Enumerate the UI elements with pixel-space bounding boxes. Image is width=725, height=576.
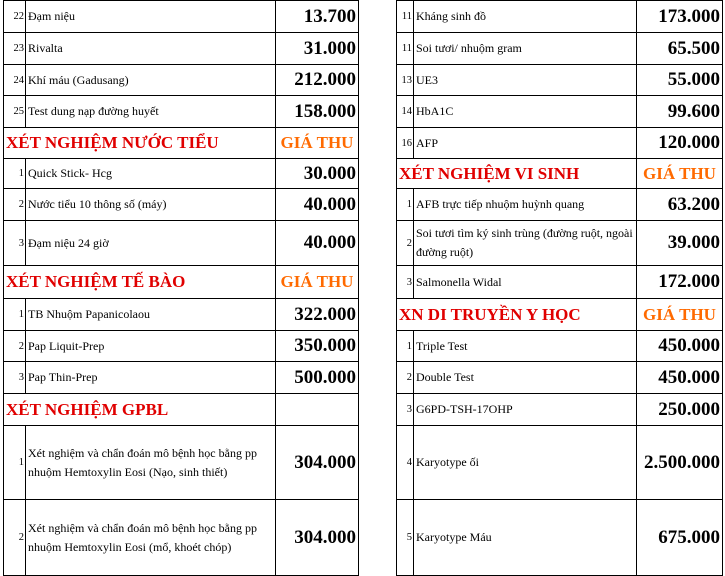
row-number: 11: [397, 33, 414, 65]
table-row: [397, 1, 723, 33]
section-title: XN DI TRUYỀN Y HỌC: [397, 299, 637, 331]
test-price: 158.000: [276, 96, 359, 128]
row-number: 5: [397, 500, 414, 576]
test-name: Đạm niệu 24 giờ: [26, 221, 276, 266]
test-price: 63.200: [637, 189, 723, 221]
section-header-urine: [4, 128, 359, 159]
row-number: 13: [397, 65, 414, 96]
test-price: 173.000: [637, 1, 723, 33]
section-title: XÉT NGHIỆM GPBL: [4, 394, 276, 426]
row-number: 1: [397, 189, 414, 221]
row-number: 11: [397, 1, 414, 33]
test-name: Soi tươi tìm ký sinh trùng (đường ruột, ngoài đường ruột): [414, 221, 637, 266]
test-name: UE3: [414, 65, 637, 96]
row-number: 1: [397, 331, 414, 362]
table-row: [4, 331, 359, 362]
price-column-header: GIÁ THU: [637, 299, 723, 331]
empty-cell: [276, 394, 359, 426]
table-row: [4, 189, 359, 221]
section-header-microbiology: [397, 159, 723, 189]
row-number: 24: [4, 65, 26, 96]
table-row: [397, 394, 723, 426]
test-name: Rivalta: [26, 33, 276, 65]
right-price-table: [396, 0, 723, 576]
test-price: 13.700: [276, 1, 359, 33]
table-row: [397, 33, 723, 65]
table-row: [397, 221, 723, 266]
table-row: [397, 331, 723, 362]
table-row: [4, 426, 359, 500]
section-title: XÉT NGHIỆM TẾ BÀO: [4, 266, 276, 299]
test-price: 322.000: [276, 299, 359, 331]
test-price: 212.000: [276, 65, 359, 96]
test-price: 40.000: [276, 221, 359, 266]
test-price: 675.000: [637, 500, 723, 576]
test-name: Triple Test: [414, 331, 637, 362]
left-price-table: [3, 0, 359, 576]
table-row: [397, 189, 723, 221]
section-title: XÉT NGHIỆM NƯỚC TIỂU: [4, 128, 276, 159]
test-price: 350.000: [276, 331, 359, 362]
row-number: 23: [4, 33, 26, 65]
row-number: 4: [397, 426, 414, 500]
row-number: 3: [4, 221, 26, 266]
test-name: Khí máu (Gadusang): [26, 65, 276, 96]
test-price: 2.500.000: [637, 426, 723, 500]
table-row: [397, 362, 723, 394]
table-row: [4, 500, 359, 576]
test-name: Pap Thin-Prep: [26, 362, 276, 394]
row-number: 3: [397, 266, 414, 299]
row-number: 1: [4, 159, 26, 189]
test-price: 30.000: [276, 159, 359, 189]
row-number: 25: [4, 96, 26, 128]
test-price: 39.000: [637, 221, 723, 266]
test-name: TB Nhuộm Papanicolaou: [26, 299, 276, 331]
row-number: 2: [4, 189, 26, 221]
table-row: [4, 362, 359, 394]
table-row: [397, 426, 723, 500]
row-number: 22: [4, 1, 26, 33]
section-title: XÉT NGHIỆM VI SINH: [397, 159, 637, 189]
test-name: Nước tiểu 10 thông số (máy): [26, 189, 276, 221]
test-name: Đạm niệu: [26, 1, 276, 33]
test-name: Karyotype ối: [414, 426, 637, 500]
price-column-header: GIÁ THU: [637, 159, 723, 189]
test-price: 120.000: [637, 128, 723, 159]
test-name: Double Test: [414, 362, 637, 394]
test-price: 304.000: [276, 500, 359, 576]
row-number: 3: [397, 394, 414, 426]
row-number: 3: [4, 362, 26, 394]
test-price: 250.000: [637, 394, 723, 426]
table-row: [4, 299, 359, 331]
test-price: 99.600: [637, 96, 723, 128]
test-price: 40.000: [276, 189, 359, 221]
test-name: Pap Liquit-Prep: [26, 331, 276, 362]
row-number: 1: [4, 299, 26, 331]
test-name: Kháng sinh đồ: [414, 1, 637, 33]
test-name: Karyotype Máu: [414, 500, 637, 576]
section-header-genetics: [397, 299, 723, 331]
test-name: Salmonella Widal: [414, 266, 637, 299]
row-number: 1: [4, 426, 26, 500]
test-name: Test dung nạp đường huyết: [26, 96, 276, 128]
row-number: 2: [397, 221, 414, 266]
test-name: Soi tươi/ nhuộm gram: [414, 33, 637, 65]
row-number: 16: [397, 128, 414, 159]
table-row: [397, 65, 723, 96]
price-column-header: GIÁ THU: [276, 266, 359, 299]
test-name: Xét nghiệm và chẩn đoán mô bệnh học bằng pp nhuộm Hemtoxylin Eosi (mổ, khoét chóp): [26, 500, 276, 576]
table-row: [397, 96, 723, 128]
row-number: 2: [397, 362, 414, 394]
test-price: 304.000: [276, 426, 359, 500]
table-row: [4, 221, 359, 266]
test-price: 500.000: [276, 362, 359, 394]
test-price: 65.500: [637, 33, 723, 65]
test-name: Quick Stick- Hcg: [26, 159, 276, 189]
table-row: [4, 33, 359, 65]
test-price: 450.000: [637, 331, 723, 362]
row-number: 2: [4, 331, 26, 362]
test-name: Xét nghiệm và chẩn đoán mô bệnh học bằng pp nhuộm Hemtoxylin Eosi (Nạo, sinh thiết): [26, 426, 276, 500]
test-price: 172.000: [637, 266, 723, 299]
table-row: [4, 159, 359, 189]
test-name: HbA1C: [414, 96, 637, 128]
table-row: [397, 266, 723, 299]
table-row: [4, 1, 359, 33]
table-row: [4, 96, 359, 128]
row-number: 14: [397, 96, 414, 128]
section-header-cell: [4, 266, 359, 299]
test-price: 450.000: [637, 362, 723, 394]
test-price: 55.000: [637, 65, 723, 96]
test-name: AFB trực tiếp nhuộm huỳnh quang: [414, 189, 637, 221]
test-price: 31.000: [276, 33, 359, 65]
row-number: 2: [4, 500, 26, 576]
section-header-gpbl: [4, 394, 359, 426]
test-name: G6PD-TSH-17OHP: [414, 394, 637, 426]
table-row: [397, 500, 723, 576]
table-row: [4, 65, 359, 96]
table-row: [397, 128, 723, 159]
test-name: AFP: [414, 128, 637, 159]
price-column-header: GIÁ THU: [276, 128, 359, 159]
